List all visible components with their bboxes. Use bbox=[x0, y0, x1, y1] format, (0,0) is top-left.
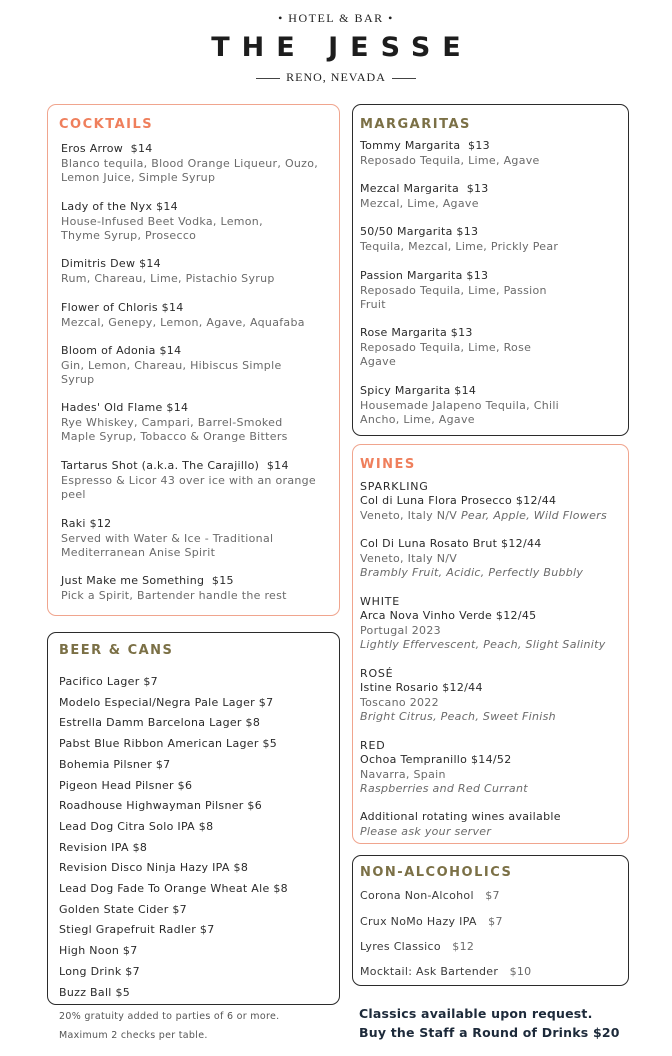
beer-item: Buzz Ball $5 bbox=[59, 986, 131, 999]
wine-name: Col Di Luna Rosato Brut bbox=[360, 537, 498, 550]
tagline: • HOTEL & BAR • bbox=[278, 11, 394, 25]
na-item bbox=[360, 889, 500, 902]
cocktail-price: $14 bbox=[266, 459, 289, 472]
cocktail-item bbox=[61, 574, 336, 603]
wine-notes: Brambly Fruit, Acidic, Perfectly Bubbly bbox=[360, 566, 584, 579]
wine-notes: Lightly Effervescent, Peach, Slight Salinity bbox=[360, 638, 606, 651]
na-name: Lyres Classico bbox=[360, 940, 441, 953]
beer-item: Lead Dog Fade To Orange Wheat Ale $8 bbox=[59, 882, 288, 895]
cocktail-desc: Pick a Spirit, Bartender handle the rest bbox=[61, 588, 287, 602]
beer-item: Pigeon Head Pilsner $6 bbox=[59, 779, 193, 792]
wine-notes: Bright Citrus, Peach, Sweet Finish bbox=[360, 710, 556, 723]
cocktails-section bbox=[47, 104, 340, 616]
wine-name: Ochoa Tempranillo bbox=[360, 753, 468, 766]
cocktail-item bbox=[61, 401, 316, 445]
cocktail-price: $15 bbox=[211, 574, 234, 587]
margarita-desc: Housemade Jalapeno Tequila, Chili Ancho, Lime, Agave bbox=[360, 398, 560, 426]
wines-section bbox=[352, 444, 629, 844]
cocktail-item bbox=[61, 301, 336, 330]
na-price: $7 bbox=[485, 889, 500, 902]
margarita-desc: Tequila, Mezcal, Lime, Prickly Pear bbox=[360, 239, 559, 253]
wine-category-red: RED bbox=[360, 739, 386, 752]
margarita-price: $14 bbox=[454, 384, 477, 397]
na-name: Corona Non-Alcohol bbox=[360, 889, 474, 902]
cocktail-price: $14 bbox=[139, 257, 161, 270]
cocktail-item bbox=[61, 344, 311, 388]
cocktail-name: Just Make me Something bbox=[61, 574, 205, 587]
beer-item: Revision IPA $8 bbox=[59, 841, 148, 854]
cocktail-desc: Mezcal, Genepy, Lemon, Agave, Aquafaba bbox=[61, 315, 305, 329]
cocktail-desc: Rum, Chareau, Lime, Pistachio Syrup bbox=[61, 271, 275, 285]
section-title: MARGARITAS bbox=[360, 117, 471, 132]
divider bbox=[256, 78, 280, 79]
wine-item bbox=[360, 753, 630, 797]
wine-name: Col di Luna Flora Prosecco bbox=[360, 494, 513, 507]
margarita-item bbox=[360, 139, 620, 168]
cocktail-name: Raki bbox=[61, 517, 86, 530]
beer-item: Stiegl Grapefruit Radler $7 bbox=[59, 923, 215, 936]
cocktail-item bbox=[61, 459, 331, 503]
na-item bbox=[360, 965, 531, 978]
wine-category-rose: ROSÉ bbox=[360, 667, 394, 680]
cocktail-desc: Served with Water & Ice - Traditional Mediterranean Anise Spirit bbox=[61, 531, 274, 559]
margarita-desc: Mezcal, Lime, Agave bbox=[360, 196, 479, 210]
wine-name: Istine Rosario bbox=[360, 681, 439, 694]
wine-price: $14/52 bbox=[471, 753, 512, 766]
beer-section bbox=[47, 632, 340, 1005]
cocktail-item bbox=[61, 142, 331, 186]
cocktail-desc: House-Infused Beet Vodka, Lemon, Thyme Syrup, Prosecco bbox=[61, 214, 263, 242]
wine-item bbox=[360, 609, 630, 653]
wine-price: $12/44 bbox=[501, 537, 542, 550]
margarita-item bbox=[360, 269, 570, 313]
cocktail-name: Hades' Old Flame bbox=[61, 401, 163, 414]
margarita-price: $13 bbox=[456, 225, 479, 238]
margarita-price: $13 bbox=[468, 139, 490, 152]
na-name: Crux NoMo Hazy IPA bbox=[360, 915, 477, 928]
section-title: NON-ALCOHOLICS bbox=[360, 865, 513, 880]
classics-note: Classics available upon request. bbox=[359, 1006, 593, 1021]
margarita-desc: Reposado Tequila, Lime, Rose Agave bbox=[360, 340, 532, 368]
wine-price: $12/45 bbox=[495, 609, 537, 622]
beer-item: Pacifico Lager $7 bbox=[59, 675, 158, 688]
margarita-price: $13 bbox=[466, 182, 489, 195]
margarita-name: Tommy Margarita bbox=[360, 139, 461, 152]
margarita-desc: Reposado Tequila, Lime, Passion Fruit bbox=[360, 283, 547, 311]
na-name: Mocktail: Ask Bartender bbox=[360, 965, 499, 978]
cocktail-price: $14 bbox=[156, 200, 178, 213]
na-price: $7 bbox=[488, 915, 503, 928]
beer-item: Bohemia Pilsner $7 bbox=[59, 758, 171, 771]
additional-wines-text: Additional rotating wines available bbox=[360, 810, 561, 823]
non-alcoholics-section bbox=[352, 855, 629, 986]
margarita-name: 50/50 Margarita bbox=[360, 225, 453, 238]
margarita-desc: Reposado Tequila, Lime, Agave bbox=[360, 153, 540, 167]
brand-title: THE JESSE bbox=[211, 32, 473, 63]
na-price: $10 bbox=[509, 965, 532, 978]
cocktail-price: $12 bbox=[89, 517, 112, 530]
cocktail-desc: Gin, Lemon, Chareau, Hibiscus Simple Syrup bbox=[61, 358, 282, 386]
wine-notes: Pear, Apple, Wild Flowers bbox=[460, 508, 607, 522]
wine-category-white: WHITE bbox=[360, 595, 401, 608]
beer-item: Estrella Damm Barcelona Lager $8 bbox=[59, 716, 261, 729]
gratuity-note: 20% gratuity added to parties of 6 or more. bbox=[59, 1011, 280, 1022]
margaritas-section bbox=[352, 104, 629, 436]
beer-item: Lead Dog Citra Solo IPA $8 bbox=[59, 820, 214, 833]
buy-staff-note: Buy the Staff a Round of Drinks $20 bbox=[359, 1025, 620, 1040]
wine-origin: Navarra, Spain bbox=[360, 767, 446, 781]
cocktail-price: $14 bbox=[161, 301, 184, 314]
wine-origin: Portugal 2023 bbox=[360, 623, 441, 637]
na-item bbox=[360, 940, 474, 953]
location bbox=[0, 70, 672, 85]
wine-additional bbox=[360, 810, 630, 839]
wine-price: $12/44 bbox=[515, 494, 557, 507]
section-title: WINES bbox=[360, 457, 416, 472]
cocktail-name: Eros Arrow bbox=[61, 142, 124, 155]
cocktail-price: $14 bbox=[130, 142, 153, 155]
margarita-item bbox=[360, 326, 560, 370]
ask-server-text: Please ask your server bbox=[360, 824, 492, 838]
cocktail-item bbox=[61, 200, 301, 244]
wine-origin: Veneto, Italy N/V bbox=[360, 551, 458, 565]
cocktail-name: Tartarus Shot (a.k.a. The Carajillo) bbox=[61, 459, 260, 472]
wine-item bbox=[360, 494, 630, 523]
beer-item: Modelo Especial/Negra Pale Lager $7 bbox=[59, 696, 274, 709]
margarita-name: Rose Margarita bbox=[360, 326, 447, 339]
beer-item: High Noon $7 bbox=[59, 944, 138, 957]
na-item bbox=[360, 915, 503, 928]
wine-origin: Toscano 2022 bbox=[360, 695, 439, 709]
cocktail-name: Flower of Chloris bbox=[61, 301, 158, 314]
wine-notes: Raspberries and Red Currant bbox=[360, 782, 528, 795]
wine-name: Arca Nova Vinho Verde bbox=[360, 609, 493, 622]
beer-item: Long Drink $7 bbox=[59, 965, 140, 978]
wine-price: $12/44 bbox=[442, 681, 483, 694]
cocktail-item bbox=[61, 517, 321, 561]
cocktail-item bbox=[61, 257, 331, 286]
margarita-price: $13 bbox=[466, 269, 489, 282]
wine-origin: Veneto, Italy N/V bbox=[360, 508, 458, 522]
cocktail-desc: Espresso & Licor 43 over ice with an orange peel bbox=[61, 473, 317, 501]
wine-category-sparkling: SPARKLING bbox=[360, 480, 429, 493]
margarita-name: Mezcal Margarita bbox=[360, 182, 460, 195]
cocktail-name: Lady of the Nyx bbox=[61, 200, 153, 213]
margarita-item bbox=[360, 182, 620, 211]
margarita-price: $13 bbox=[450, 326, 473, 339]
section-title: BEER & CANS bbox=[59, 643, 174, 658]
cocktail-price: $14 bbox=[159, 344, 182, 357]
beer-item: Revision Disco Ninja Hazy IPA $8 bbox=[59, 861, 249, 874]
cocktail-name: Bloom of Adonia bbox=[61, 344, 156, 357]
margarita-name: Spicy Margarita bbox=[360, 384, 451, 397]
margarita-item bbox=[360, 225, 625, 254]
cocktail-desc: Blanco tequila, Blood Orange Liqueur, Ouzo, Lemon Juice, Simple Syrup bbox=[61, 156, 319, 184]
margarita-item bbox=[360, 384, 585, 428]
section-title: COCKTAILS bbox=[59, 117, 154, 132]
location-text: RENO, NEVADA bbox=[286, 70, 386, 84]
cocktail-name: Dimitris Dew bbox=[61, 257, 136, 270]
checks-note: Maximum 2 checks per table. bbox=[59, 1030, 208, 1041]
cocktail-price: $14 bbox=[166, 401, 189, 414]
beer-item: Roadhouse Highwayman Pilsner $6 bbox=[59, 799, 263, 812]
beer-item: Pabst Blue Ribbon American Lager $5 bbox=[59, 737, 278, 750]
cocktail-desc: Rye Whiskey, Campari, Barrel-Smoked Maple Syrup, Tobacco & Orange Bitters bbox=[61, 415, 288, 443]
wine-item bbox=[360, 681, 630, 725]
margarita-name: Passion Margarita bbox=[360, 269, 463, 282]
beer-item: Golden State Cider $7 bbox=[59, 903, 187, 916]
na-price: $12 bbox=[452, 940, 475, 953]
wine-item bbox=[360, 537, 630, 581]
divider bbox=[392, 78, 416, 79]
